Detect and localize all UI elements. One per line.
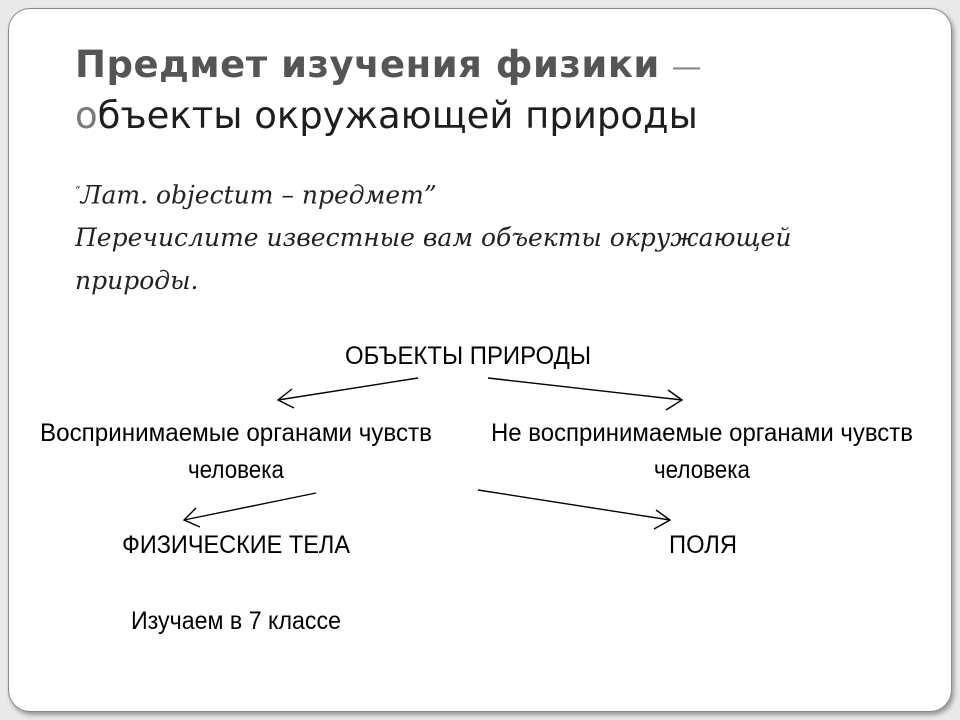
open-quote: “	[75, 184, 81, 197]
physical-bodies-label: ФИЗИЧЕСКИЕ ТЕЛА	[122, 531, 351, 559]
latin-note: Лат. objectum – предмет”	[80, 180, 437, 210]
perceived-by-senses-label-line2: человека	[188, 456, 285, 484]
body-line-3: природы.	[75, 266, 199, 296]
arrow-root-to-left	[278, 378, 418, 408]
not-perceived-by-senses-label-line2: человека	[654, 456, 751, 484]
fields-label: ПОЛЯ	[669, 531, 737, 559]
not-perceived-by-senses-label: Не воспринимаемые органами чувств	[491, 419, 913, 447]
title-dash: —	[671, 50, 702, 85]
title-o-letter: о	[75, 94, 98, 137]
arrow-to-fields	[478, 490, 670, 529]
studied-in-grade-7-note: Изучаем в 7 классе	[131, 607, 341, 635]
body-line-2: Перечислите известные вам объекты окружающей	[75, 223, 792, 253]
arrow-root-to-right	[488, 378, 682, 410]
perceived-by-senses-label: Воспринимаемые органами чувств	[40, 419, 432, 447]
arrow-to-physical-bodies	[184, 493, 316, 527]
title-rest: бъекты окружающей природы	[97, 94, 698, 137]
root-node-label: ОБЪЕКТЫ ПРИРОДЫ	[345, 342, 591, 370]
title-bold: Предмет изучения физики	[75, 43, 660, 86]
